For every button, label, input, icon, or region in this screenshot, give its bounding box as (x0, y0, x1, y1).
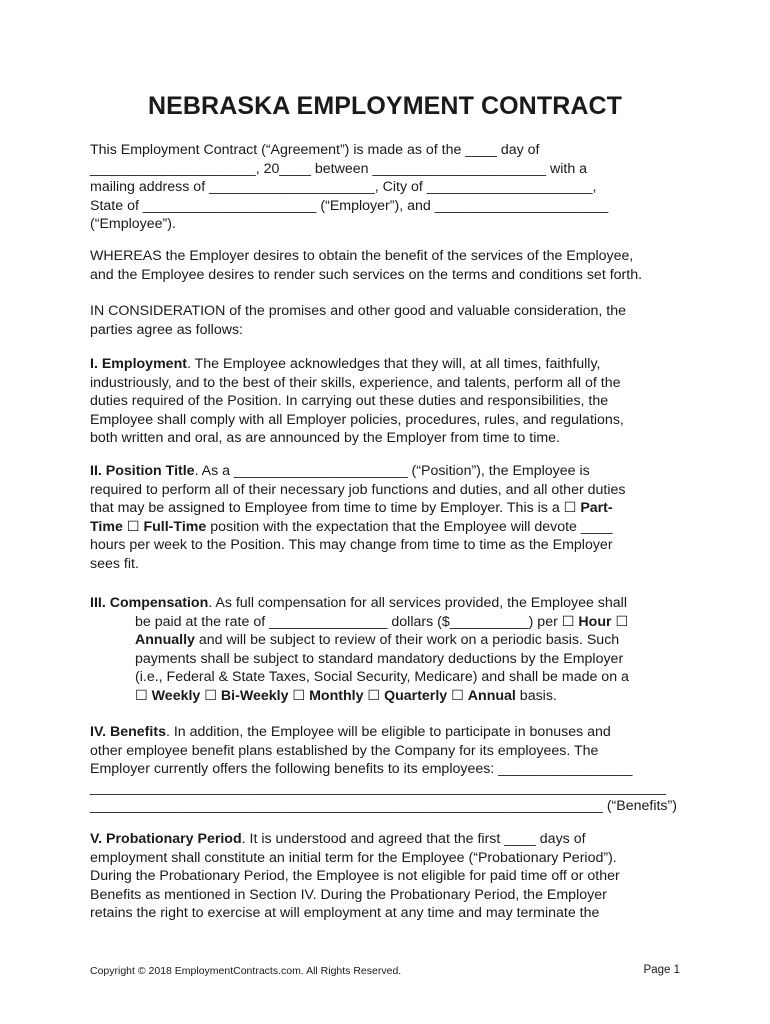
position-section (90, 462, 682, 574)
intro-line: This Employment Contract (“Agreement”) is made as of the ____ day of (90, 142, 540, 158)
compensation-line: and will be subject to review of their work on a periodic basis. Such (194, 632, 620, 649)
checkbox-glyph: ☐ (288, 687, 310, 704)
benefits-line: _________________________________________________________________________ (90, 779, 666, 796)
employment-line: industriously, and to the best of their skills, experience, and talents, perform all of the (90, 374, 621, 391)
compensation-heading: III. Compensation (90, 595, 209, 611)
position-line: . As a ______________________ (“Position”), the Employee is (194, 463, 590, 479)
benefits-line: _________________________________________________________________ (“Benefits”) (90, 798, 677, 815)
benefits-line: other employee benefit plans established by the Company for its employees. The (90, 742, 599, 759)
hour-label: Hour (578, 613, 612, 630)
weekly-label: Weekly (151, 687, 201, 704)
checkbox-glyph: ☐ (447, 687, 468, 704)
checkbox-glyph: ☐ (611, 613, 629, 630)
probation-heading: V. Probationary Period (90, 831, 242, 847)
quarterly-label: Quarterly (384, 687, 448, 704)
checkbox-glyph: ☐ (200, 687, 221, 704)
compensation-line: payments shall be subject to standard mandatory deductions by the Employer (135, 650, 624, 667)
compensation-line: basis. (515, 687, 557, 704)
employment-line: duties required of the Position. In carrying out these duties and responsibilities, the (90, 393, 609, 410)
benefits-section (90, 723, 682, 816)
position-line: required to perform all of their necessary job functions and duties, and all other duties (90, 481, 626, 498)
checkbox-glyph: ☐ (135, 687, 152, 704)
page-number: Page 1 (643, 964, 680, 976)
part-time-label: Time (90, 518, 123, 535)
position-line: that may be assigned to Employee from time to time by Employer. This is a ☐ (90, 500, 581, 517)
compensation-line: be paid at the rate of _______________ dollars ($__________) per ☐ (135, 613, 579, 630)
benefits-line: Employer currently offers the following benefits to its employees: _________________ (90, 761, 633, 778)
annually-label: Annually (135, 632, 195, 649)
checkbox-glyph: ☐ (122, 518, 144, 535)
whereas-line: WHEREAS the Employer desires to obtain the benefit of the services of the Employee, (90, 248, 634, 264)
intro-line: mailing address of _____________________, City of _____________________, (90, 179, 597, 196)
consideration-paragraph (90, 302, 682, 339)
employment-section (90, 355, 682, 448)
monthly-label: Monthly (309, 687, 364, 704)
probation-line: Benefits as mentioned in Section IV. During the Probationary Period, the Employer (90, 886, 607, 903)
employment-line: Employee shall comply with all Employer policies, procedures, rules, and regulations, (90, 411, 624, 428)
bi-weekly-label: Bi-Weekly (220, 687, 289, 704)
employment-heading: I. Employment (90, 356, 187, 372)
consideration-line: IN CONSIDERATION of the promises and other good and valuable consideration, the (90, 303, 626, 319)
compensation-section (90, 594, 682, 706)
document-title: NEBRASKA EMPLOYMENT CONTRACT (147, 92, 623, 120)
intro-line: (“Employee”). (90, 216, 176, 233)
intro-paragraph (90, 141, 682, 234)
full-time-label: Full-Time (143, 518, 207, 535)
probation-line: During the Probationary Period, the Employee is not eligible for paid time off or other (90, 868, 620, 885)
probation-line: retains the right to exercise at will employment at any time and may terminate the (90, 905, 600, 922)
benefits-line: . In addition, the Employee will be eligible to participate in bonuses and (165, 724, 611, 740)
part-time-label: Part- (580, 500, 613, 517)
employment-line: . The Employee acknowledges that they will, at all times, faithfully, (186, 356, 601, 372)
intro-line: State of ______________________ (“Employer”), and ______________________ (90, 197, 609, 214)
copyright-footer: Copyright © 2018 EmploymentContracts.com. All Rights Reserved. (90, 965, 402, 977)
whereas-line: and the Employee desires to render such services on the terms and conditions set forth. (90, 266, 643, 283)
position-heading: II. Position Title (90, 463, 195, 479)
probation-line: employment shall constitute an initial term for the Employee (“Probationary Period”). (90, 849, 617, 866)
compensation-line: . As full compensation for all services provided, the Employee shall (208, 595, 627, 611)
compensation-line: (i.e., Federal & State Taxes, Social Security, Medicare) and shall be made on a (135, 669, 629, 686)
position-line: sees fit. (90, 555, 139, 572)
probation-line: . It is understood and agreed that the first ____ days of (241, 831, 586, 847)
checkbox-glyph: ☐ (363, 687, 385, 704)
benefits-heading: IV. Benefits (90, 724, 166, 740)
consideration-line: parties agree as follows: (90, 321, 243, 338)
employment-line: both written and oral, as are announced by the Employer from time to time. (90, 430, 561, 447)
position-line: position with the expectation that the Employee will devote ____ (206, 518, 613, 535)
position-line: hours per week to the Position. This may change from time to time as the Employer (90, 537, 613, 554)
intro-line: _____________________, 20____ between ______________________ with a (90, 160, 588, 177)
annual-label: Annual (467, 687, 516, 704)
probation-section (90, 830, 682, 923)
whereas-paragraph (90, 247, 682, 284)
